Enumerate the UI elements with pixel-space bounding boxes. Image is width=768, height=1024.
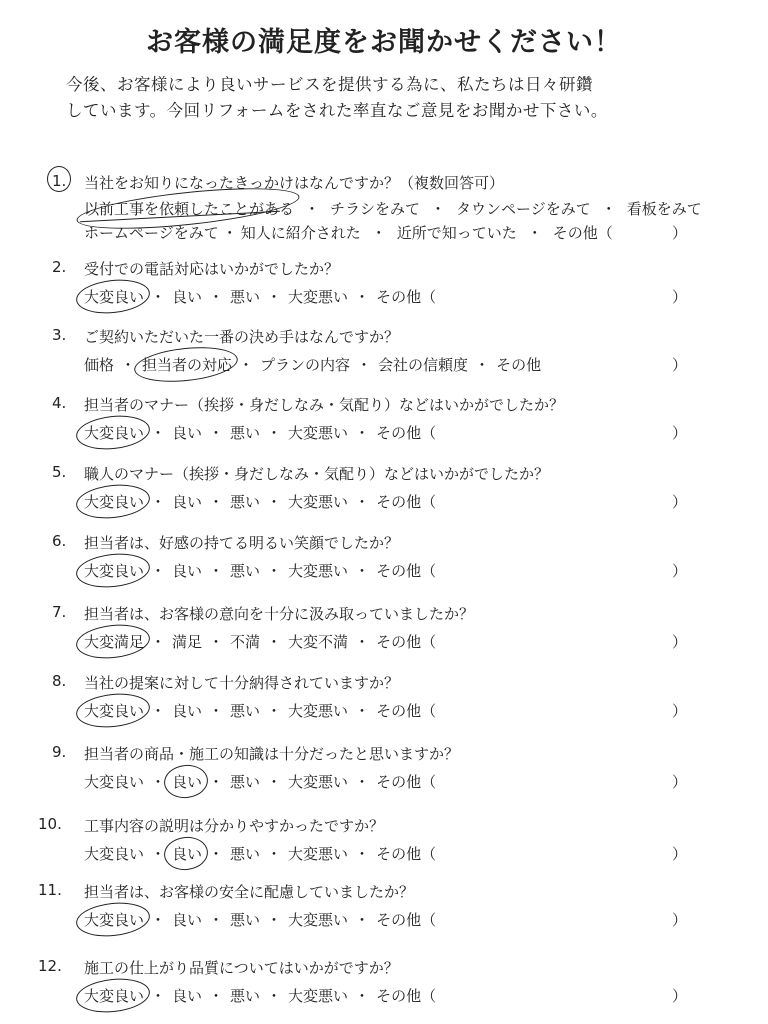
option-5[interactable]: その他（: [376, 424, 437, 442]
option-2[interactable]: 満足: [172, 633, 203, 651]
close-paren: ）: [672, 911, 688, 929]
option-5[interactable]: その他（: [376, 773, 437, 791]
option-2[interactable]: 良い: [172, 288, 203, 306]
close-paren: ）: [672, 633, 688, 651]
separator: ・: [150, 773, 166, 791]
question-text: 当社をお知りになったきっかけはなんですか？（複数回答可）: [84, 174, 505, 192]
separator: ・: [208, 702, 224, 720]
option-5[interactable]: その他（: [376, 493, 437, 511]
options-row: [84, 422, 436, 443]
question-number: 5.: [52, 463, 67, 481]
question-text: 担当者は、好感の持てる明るい笑顔でしたか？: [84, 534, 400, 552]
options-row: [84, 354, 541, 375]
option-1[interactable]: 大変良い: [84, 493, 145, 511]
separator: ・: [208, 288, 224, 306]
separator: ・: [474, 356, 490, 374]
option-4[interactable]: 大変悪い: [288, 493, 349, 511]
separator: ・: [238, 356, 254, 374]
option-4[interactable]: 大変悪い: [288, 424, 349, 442]
separator: ・: [120, 356, 136, 374]
option-4[interactable]: 大変悪い: [288, 987, 349, 1005]
separator: ・: [354, 702, 370, 720]
question-number: 2.: [52, 258, 67, 276]
option-2[interactable]: 良い: [172, 562, 203, 580]
separator: ・: [208, 773, 224, 791]
option-3[interactable]: 悪い: [230, 493, 261, 511]
option-1[interactable]: 大変良い: [84, 845, 145, 863]
option-5[interactable]: その他（: [376, 562, 437, 580]
separator: ・: [222, 224, 238, 242]
separator: ・: [354, 493, 370, 511]
options-row: [84, 560, 436, 581]
question-number: 3.: [52, 326, 67, 344]
option-5[interactable]: その他（: [376, 911, 437, 929]
option-5[interactable]: その他: [496, 356, 542, 374]
option-previous-work[interactable]: 以前工事を依頼したことがある: [84, 200, 295, 218]
close-paren: ）: [672, 562, 688, 580]
question-number: 10.: [38, 815, 62, 833]
option-2[interactable]: 良い: [172, 773, 203, 791]
separator: ・: [266, 702, 282, 720]
question-text: 工事内容の説明は分かりやすかったですか？: [84, 817, 385, 835]
option-homepage[interactable]: ホームページをみて: [84, 224, 219, 242]
separator: ・: [208, 987, 224, 1005]
question-number: 7.: [52, 603, 67, 621]
option-1[interactable]: 大変良い: [84, 288, 145, 306]
question-text: ご契約いただいた一番の決め手はなんですか？: [84, 328, 400, 346]
option-4[interactable]: 大変悪い: [288, 702, 349, 720]
option-4[interactable]: 大変不満: [288, 633, 349, 651]
separator: ・: [150, 845, 166, 863]
separator: ・: [150, 562, 166, 580]
option-other[interactable]: その他（: [552, 224, 613, 242]
separator: ・: [354, 773, 370, 791]
close-paren: ）: [672, 224, 688, 242]
separator: ・: [266, 845, 282, 863]
options-row-2: [84, 222, 613, 243]
question-text: 担当者は、お客様の意向を十分に汲み取っていましたか？: [84, 605, 475, 623]
option-3[interactable]: 悪い: [230, 773, 261, 791]
option-5[interactable]: その他（: [376, 288, 437, 306]
separator: ・: [150, 911, 166, 929]
separator: ・: [208, 562, 224, 580]
option-signboard[interactable]: 看板をみて: [626, 200, 702, 218]
options-row: [84, 700, 436, 721]
option-1[interactable]: 大変良い: [84, 773, 145, 791]
separator: ・: [371, 224, 387, 242]
intro-line-1: 今後、お客様により良いサービスを提供する為に、私たちは日々研鑽: [66, 75, 593, 94]
option-4[interactable]: 大変悪い: [288, 911, 349, 929]
question-text: 担当者は、お客様の安全に配慮していましたか？: [84, 883, 415, 901]
separator: ・: [354, 845, 370, 863]
separator: ・: [150, 493, 166, 511]
separator: ・: [150, 288, 166, 306]
separator: ・: [354, 288, 370, 306]
separator: ・: [304, 200, 320, 218]
question-text: 担当者のマナー（挨拶・身だしなみ・気配り）などはいかがでしたか？: [84, 396, 565, 414]
separator: ・: [266, 773, 282, 791]
separator: ・: [356, 356, 372, 374]
option-townpage[interactable]: タウンページをみて: [456, 200, 591, 218]
close-paren: ）: [672, 987, 688, 1005]
options-row: [84, 843, 436, 864]
separator: ・: [527, 224, 543, 242]
option-1[interactable]: 大変良い: [84, 562, 145, 580]
option-referral[interactable]: 知人に紹介された: [240, 224, 361, 242]
separator: ・: [354, 633, 370, 651]
question-number: 9.: [52, 743, 67, 761]
options-row: [84, 771, 436, 792]
question-text: 施工の仕上がり品質についてはいかがですか？: [84, 959, 399, 977]
option-1[interactable]: 大変良い: [84, 424, 145, 442]
question-text: 当社の提案に対して十分納得されていますか？: [84, 674, 400, 692]
option-5[interactable]: その他（: [376, 702, 437, 720]
option-1[interactable]: 大変良い: [84, 911, 145, 929]
options-row: [84, 985, 436, 1006]
separator: ・: [266, 911, 282, 929]
option-5[interactable]: その他（: [376, 633, 437, 651]
question-number: 1.: [52, 172, 67, 190]
separator: ・: [208, 424, 224, 442]
option-1[interactable]: 価格: [84, 356, 115, 374]
question-number: 12.: [38, 957, 62, 975]
option-flyer[interactable]: チラシをみて: [330, 200, 421, 218]
option-3[interactable]: 悪い: [230, 424, 261, 442]
options-row: [84, 631, 436, 652]
separator: ・: [266, 424, 282, 442]
separator: ・: [150, 702, 166, 720]
separator: ・: [354, 562, 370, 580]
close-paren: ）: [672, 773, 688, 791]
separator: ・: [354, 911, 370, 929]
separator: ・: [430, 200, 446, 218]
separator: ・: [266, 493, 282, 511]
page-title: お客様の満足度をお聞かせください！: [146, 27, 622, 58]
separator: ・: [208, 845, 224, 863]
separator: ・: [150, 987, 166, 1005]
close-paren: ）: [672, 845, 688, 863]
option-2[interactable]: 担当者の対応: [142, 356, 233, 374]
option-2[interactable]: 良い: [172, 911, 203, 929]
intro-text: [66, 72, 716, 124]
question-number: 4.: [52, 394, 67, 412]
option-4[interactable]: 大変悪い: [288, 845, 349, 863]
question-number: 8.: [52, 672, 67, 690]
separator: ・: [266, 562, 282, 580]
separator: ・: [601, 200, 617, 218]
close-paren: ）: [672, 424, 688, 442]
question-number: 6.: [52, 532, 67, 550]
option-neighborhood[interactable]: 近所で知っていた: [396, 224, 517, 242]
question-text: 職人のマナー（挨拶・身だしなみ・気配り）などはいかがでしたか？: [84, 465, 550, 483]
separator: ・: [266, 288, 282, 306]
close-paren: ）: [672, 288, 688, 306]
separator: ・: [208, 911, 224, 929]
separator: ・: [208, 633, 224, 651]
option-3[interactable]: 悪い: [230, 288, 261, 306]
close-paren: ）: [672, 702, 688, 720]
option-3[interactable]: 悪い: [230, 845, 261, 863]
option-5[interactable]: その他（: [376, 987, 437, 1005]
separator: ・: [354, 424, 370, 442]
option-3[interactable]: 悪い: [230, 987, 261, 1005]
separator: ・: [354, 987, 370, 1005]
option-2[interactable]: 良い: [172, 702, 203, 720]
options-row: [84, 491, 436, 512]
separator: ・: [266, 987, 282, 1005]
option-3[interactable]: 悪い: [230, 702, 261, 720]
option-2[interactable]: 良い: [172, 493, 203, 511]
option-3[interactable]: 不満: [230, 633, 261, 651]
option-4[interactable]: 会社の信頼度: [378, 356, 469, 374]
option-3[interactable]: 悪い: [230, 911, 261, 929]
option-2[interactable]: 良い: [172, 845, 203, 863]
separator: ・: [208, 493, 224, 511]
separator: ・: [266, 633, 282, 651]
option-1[interactable]: 大変良い: [84, 702, 145, 720]
separator: ・: [150, 424, 166, 442]
option-1[interactable]: 大変満足: [84, 633, 145, 651]
option-4[interactable]: 大変悪い: [288, 773, 349, 791]
option-3[interactable]: 悪い: [230, 562, 261, 580]
option-4[interactable]: 大変悪い: [288, 288, 349, 306]
question-number: 11.: [38, 881, 62, 899]
question-text: 受付での電話対応はいかがでしたか？: [84, 260, 340, 278]
option-1[interactable]: 大変良い: [84, 987, 145, 1005]
close-paren: ）: [672, 356, 688, 374]
intro-line-2: しています。今回リフォームをされた率直なご意見をお聞かせ下さい。: [66, 101, 608, 120]
option-4[interactable]: 大変悪い: [288, 562, 349, 580]
option-3[interactable]: プランの内容: [260, 356, 351, 374]
option-2[interactable]: 良い: [172, 987, 203, 1005]
option-2[interactable]: 良い: [172, 424, 203, 442]
separator: ・: [150, 633, 166, 651]
close-paren: ）: [672, 493, 688, 511]
option-5[interactable]: その他（: [376, 845, 437, 863]
options-row: [84, 286, 436, 307]
question-text: 担当者の商品・施工の知識は十分だったと思いますか？: [84, 745, 460, 763]
options-row: [84, 909, 436, 930]
